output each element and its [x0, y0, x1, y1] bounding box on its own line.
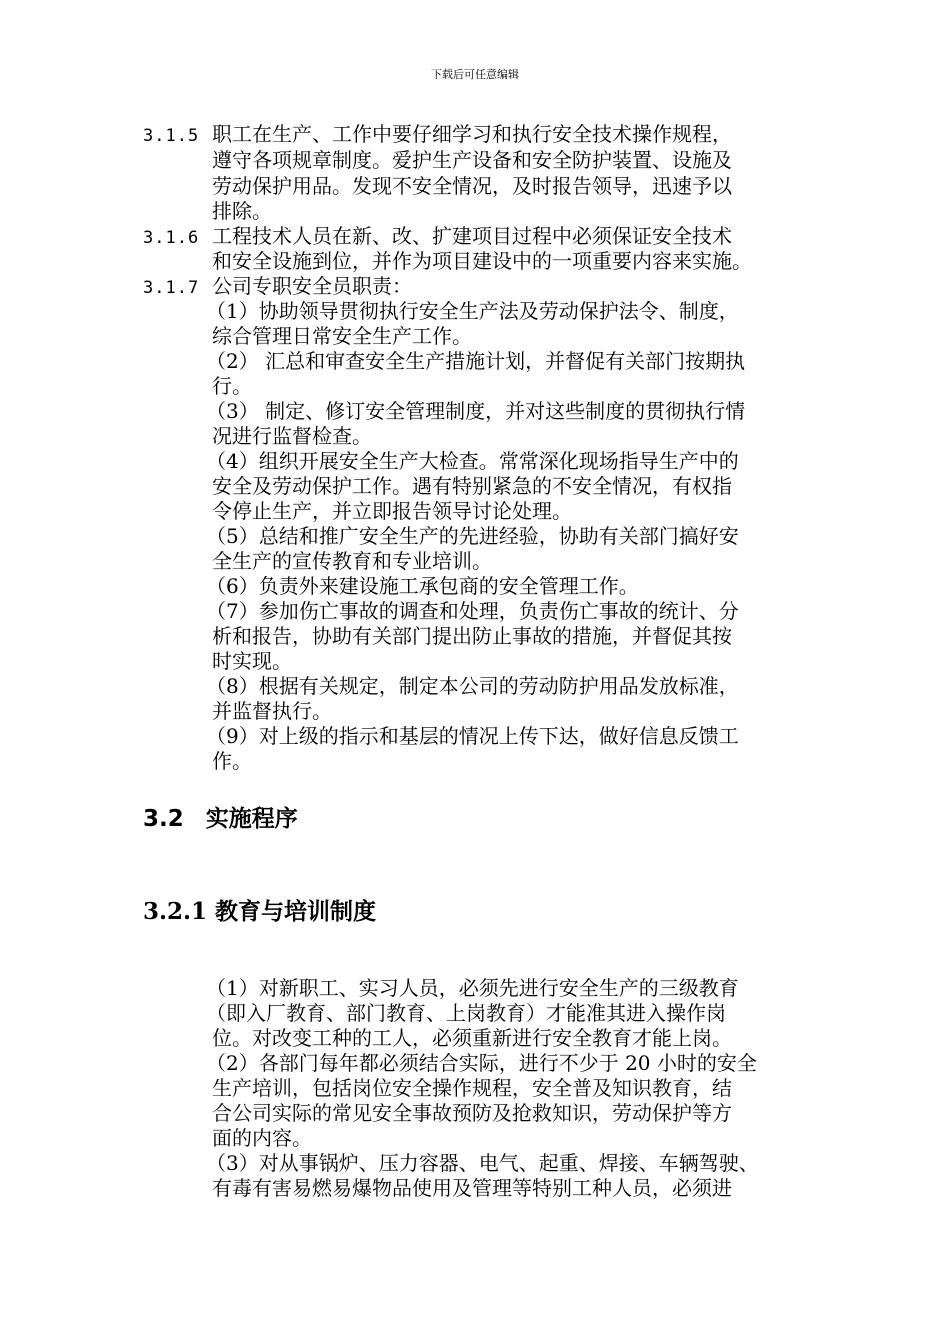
page-header: 下载后可任意编辑 — [431, 68, 519, 81]
training-item: 合公司实际的常见安全事故预防及抢救知识，劳动保护等方 — [212, 1101, 732, 1125]
duty-item: 况进行监督检查。 — [212, 424, 372, 448]
clause-text: 排除。 — [212, 199, 272, 223]
training-item: 面的内容。 — [212, 1126, 312, 1150]
duty-item: 作。 — [212, 749, 252, 773]
section-heading-title: 实施程序 — [205, 806, 298, 832]
subsection-heading: 3.2.1 教育与培训制度 — [143, 898, 377, 925]
training-item: 生产培训，包括岗位安全操作规程，安全普及知识教育，结 — [212, 1076, 732, 1100]
duty-item: 析和报告，协助有关部门提出防止事故的措施，并督促其按 — [212, 624, 732, 648]
duty-item: 全生产的宣传教育和专业培训。 — [212, 549, 492, 573]
training-item: 位。对改变工种的工人，必须重新进行安全教育才能上岗。 — [212, 1026, 732, 1050]
training-item: 有毒有害易燃易爆物品使用及管理等特别工种人员，必须进 — [212, 1176, 732, 1200]
training-item: （2）各部门每年都必须结合实际，进行不少于 20 小时的安全 — [206, 1051, 757, 1075]
duty-item: （5）总结和推广安全生产的先进经验，协助有关部门搞好安 — [206, 524, 739, 548]
duty-item: （7）参加伤亡事故的调查和处理，负责伤亡事故的统计、分 — [206, 599, 739, 623]
duty-item: （6）负责外来建设施工承包商的安全管理工作。 — [206, 574, 639, 598]
section-heading — [143, 800, 298, 833]
duty-item: （2） 汇总和审查安全生产措施计划，并督促有关部门按期执 — [206, 349, 746, 373]
training-item: （3）对从事锅炉、压力容器、电气、起重、焊接、车辆驾驶、 — [206, 1151, 759, 1175]
duty-item: （3） 制定、修订安全管理制度，并对这些制度的贯彻执行情 — [206, 399, 746, 423]
duty-item: （1）协助领导贯彻执行安全生产法及劳动保护法令、制度， — [206, 299, 739, 323]
duty-item: 令停止生产，并立即报告领导讨论处理。 — [212, 499, 572, 523]
clause-text: 职工在生产、工作中要仔细学习和执行安全技术操作规程， — [212, 122, 732, 146]
duty-item: 安全及劳动保护工作。遇有特别紧急的不安全情况，有权指 — [212, 474, 732, 498]
section-heading-number: 3.2 — [143, 806, 184, 832]
training-item: （即入厂教育、部门教育、上岗教育）才能准其进入操作岗 — [206, 1001, 726, 1025]
clause-text: 和安全设施到位，并作为项目建设中的一项重要内容来实施。 — [212, 249, 752, 273]
training-item: （1）对新职工、实习人员，必须先进行安全生产的三级教育 — [206, 976, 739, 1000]
duty-item: （4）组织开展安全生产大检查。常常深化现场指导生产中的 — [206, 449, 739, 473]
clause-number: 3.1.7 — [143, 278, 200, 298]
duty-item: （8）根据有关规定，制定本公司的劳动防护用品发放标准， — [206, 674, 739, 698]
duty-item: 并监督执行。 — [212, 699, 332, 723]
duty-item: 行。 — [212, 374, 252, 398]
clause-text: 遵守各项规章制度。爱护生产设备和安全防护装置、设施及 — [212, 148, 732, 172]
clause-text: 公司专职安全员职责： — [212, 274, 412, 298]
duty-item: （9）对上级的指示和基层的情况上传下达，做好信息反馈工 — [206, 724, 739, 748]
clause-number: 3.1.6 — [143, 228, 200, 248]
clause-text: 工程技术人员在新、改、扩建项目过程中必须保证安全技术 — [212, 224, 732, 248]
duty-item: 综合管理日常安全生产工作。 — [212, 324, 472, 348]
clause-number: 3.1.5 — [143, 126, 200, 146]
clause-text: 劳动保护用品。发现不安全情况，及时报告领导，迅速予以 — [212, 174, 732, 198]
duty-item: 时实现。 — [212, 649, 292, 673]
